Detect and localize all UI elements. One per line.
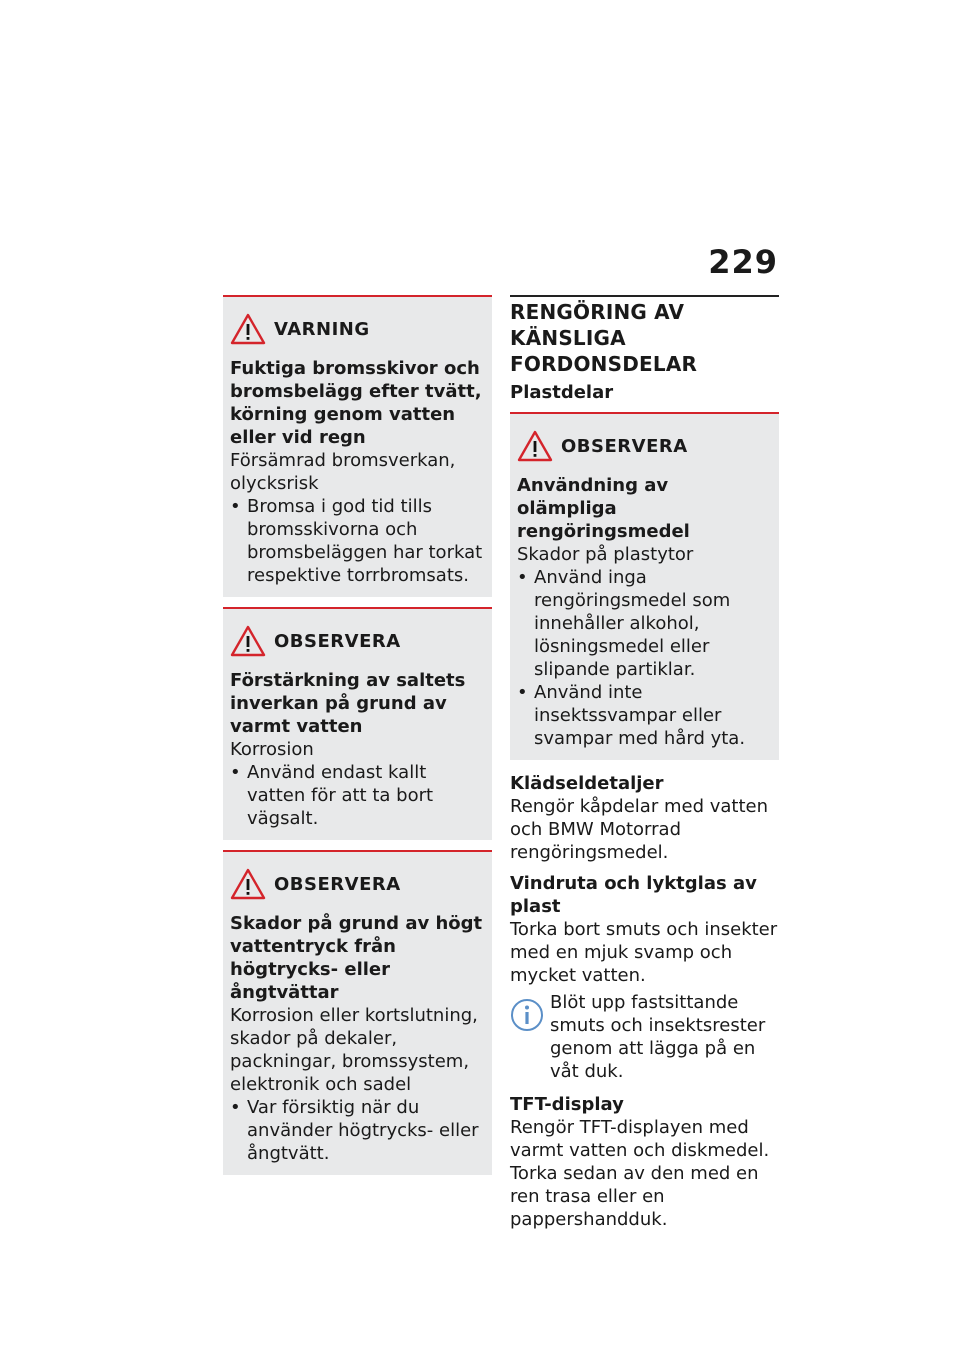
list-item: • Bromsa i god tid tills bromsskivorna och bromsbeläggen har torkat respektive torrbromsats.	[230, 495, 485, 587]
observe-notice-salt	[223, 607, 492, 840]
bullet-list	[517, 566, 772, 750]
upholstery-text: Rengör kåpdelar med vatten och BMW Motorrad rengöringsmedel.	[510, 796, 768, 863]
upholstery-heading: Klädseldetaljer	[510, 773, 664, 794]
tip-text: Blöt upp fastsittande smuts och insektsrester genom att lägga på en våt duk.	[550, 992, 766, 1082]
page-number: 229	[708, 243, 778, 281]
observe-notice-pressure	[223, 850, 492, 1175]
windshield-heading: Vindruta och lyktglas av plast	[510, 873, 757, 917]
bullet-list	[230, 1096, 485, 1165]
list-item: • Använd inte insektssvampar eller svampar med hård yta.	[517, 681, 772, 750]
section-title: RENGÖRING AV KÄNSLIGA FORDONSDELAR	[510, 295, 779, 377]
notice-text: Försämrad bromsverkan, olycksrisk	[230, 450, 456, 494]
bullet-list	[230, 761, 485, 830]
list-item: • Använd endast kallt vatten för att ta bort vägsalt.	[230, 761, 485, 830]
list-item: • Använd inga rengöringsmedel som innehåller alkohol, lösningsmedel eller slipande partiklar.	[517, 566, 772, 681]
notice-text: Skador på plastytor	[517, 544, 694, 565]
notice-label: VARNING	[274, 318, 370, 340]
plastic-heading: Plastdelar	[510, 382, 614, 403]
warning-notice	[223, 295, 492, 597]
bullet-list	[230, 495, 485, 587]
info-icon	[510, 998, 544, 1032]
notice-title: Användning av olämpliga rengöringsmedel	[517, 475, 690, 542]
tft-text: Rengör TFT-displayen med varmt vatten och diskmedel. Torka sedan av den med en ren trasa eller en pappershandduk.	[510, 1117, 770, 1230]
tip-note	[510, 991, 779, 1083]
observe-notice-cleaning	[510, 412, 779, 760]
notice-text: Korrosion eller kortslutning, skador på dekaler, packningar, bromssystem, elektronik och sadel	[230, 1005, 478, 1095]
notice-title: Skador på grund av högt vattentryck från högtrycks- eller ångtvättar	[230, 913, 483, 1003]
notice-title: Fuktiga bromsskivor och bromsbelägg efter tvätt, körning genom vatten eller vid regn	[230, 358, 482, 448]
left-column	[223, 295, 492, 1175]
warning-triangle-icon	[517, 430, 553, 462]
notice-label: OBSERVERA	[274, 873, 401, 895]
right-column	[510, 295, 779, 1231]
notice-text: Korrosion	[230, 739, 314, 760]
warning-triangle-icon	[230, 625, 266, 657]
notice-label: OBSERVERA	[274, 630, 401, 652]
notice-label: OBSERVERA	[561, 435, 688, 457]
list-item: • Var försiktig när du använder högtrycks- eller ångtvätt.	[230, 1096, 485, 1165]
tft-heading: TFT-display	[510, 1094, 624, 1115]
warning-triangle-icon	[230, 313, 266, 345]
warning-triangle-icon	[230, 868, 266, 900]
notice-title: Förstärkning av saltets inverkan på grund av varmt vatten	[230, 670, 466, 737]
windshield-text: Torka bort smuts och insekter med en mjuk svamp och mycket vatten.	[510, 919, 778, 986]
